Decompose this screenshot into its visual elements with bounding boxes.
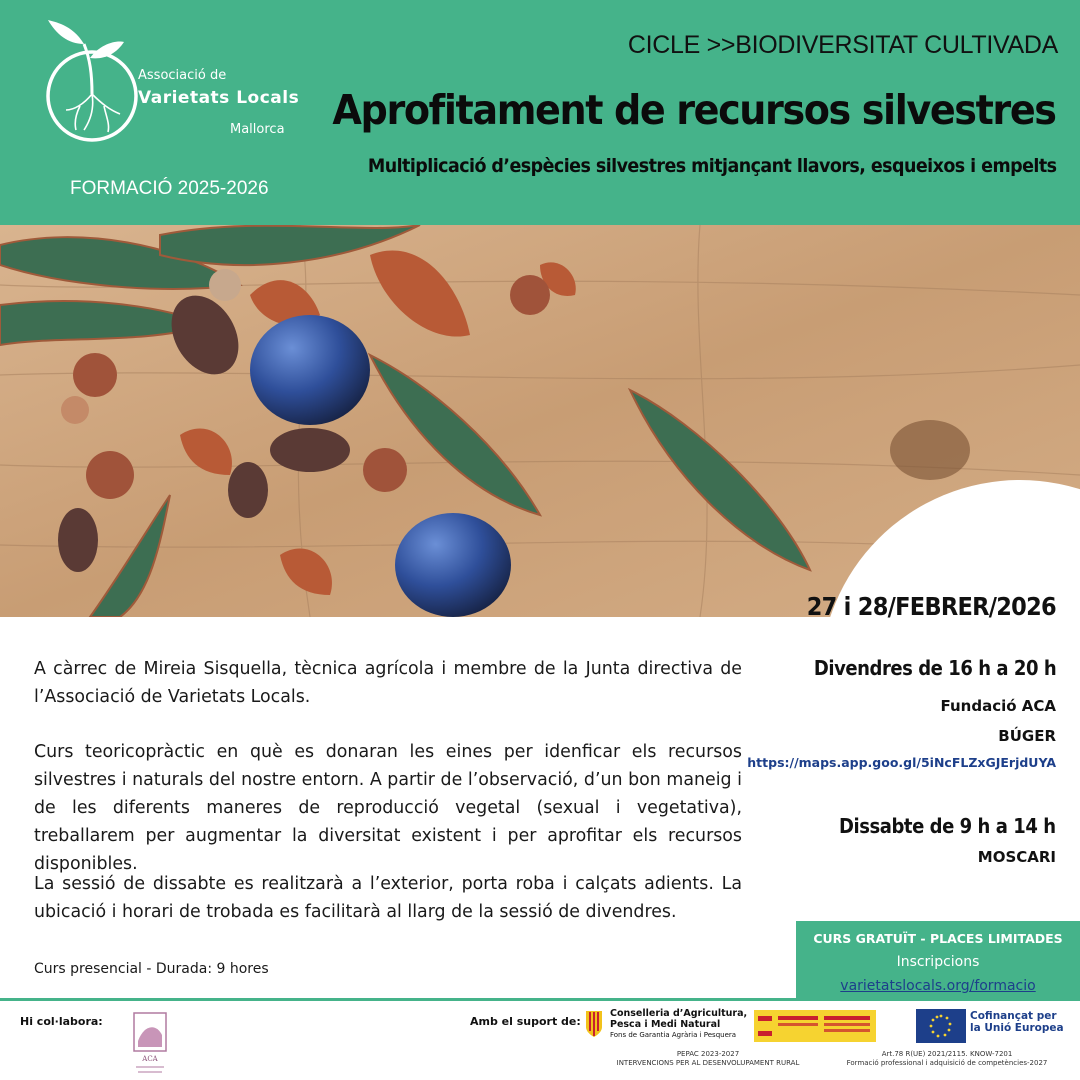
registration-label: Inscripcions (896, 954, 980, 970)
registration-box (796, 921, 1080, 1001)
venue-friday: Fundació ACA (940, 697, 1056, 715)
org-name-line1: Associació de (138, 68, 227, 83)
conselleria-name (610, 1008, 747, 1030)
regulation-line1: Art.78 R(UE) 2021/2115. KNOW-7201 (881, 1050, 1013, 1058)
conselleria-line1: Conselleria d’Agricultura, (610, 1008, 748, 1019)
pepac-line2: INTERVENCIONS PER AL DESENVOLUPAMENT RURAL (616, 1059, 800, 1067)
paragraph-notes: La sessió de dissabte es realitzarà a l’exterior, porta roba i calçats adients. La ubicació i horari de trobada es facilitarà al llarg de la sessió de divendres. (34, 874, 742, 922)
pepac-line1: PEPAC 2023-2027 (676, 1050, 740, 1058)
sprout-logo-icon (44, 14, 144, 144)
regulation-line2: Formació professional i adquisició de competències-2027 (846, 1059, 1048, 1067)
session-friday: Divendres de 16 h a 20 h (813, 656, 1056, 680)
collaborator-label: Hi col·labora: (20, 1015, 103, 1028)
registration-link[interactable]: varietatslocals.org/formacio (840, 978, 1036, 994)
spanish-government-logo (754, 1010, 876, 1042)
town-friday: BÚGER (998, 727, 1056, 745)
eu-line2: la Unió Europea (970, 1022, 1064, 1034)
session-saturday: Dissabte de 9 h a 14 h (839, 814, 1056, 838)
aca-logo-text: ACA (142, 1055, 158, 1063)
aca-foundation-logo-icon (130, 1011, 170, 1077)
conselleria-subtitle: Fons de Garantia Agrària i Pesquera (610, 1031, 737, 1039)
paragraph-instructor: A càrrec de Mireia Sisquella, tècnica agrícola i membre de la Junta directiva de l’Associació de Varietats Locals. (34, 659, 742, 707)
event-date: 27 i 28/FEBRER/2026 (806, 592, 1056, 621)
org-name-line2: Varietats Locals (138, 88, 300, 108)
page-subtitle: Multiplicació d’espècies silvestres mitjançant llavors, esqueixos i empelts (367, 155, 1056, 177)
cycle-label: CICLE >>BIODIVERSITAT CULTIVADA (627, 31, 1058, 59)
regulation-note (832, 1050, 1062, 1068)
course-duration: Curs presencial - Durada: 9 hores (34, 961, 269, 977)
free-course-label: CURS GRATUÏT - PLACES LIMITADES (813, 931, 1063, 946)
eu-cofunded-label (970, 1010, 1064, 1034)
pepac-note (608, 1050, 808, 1068)
spain-crest-icon (754, 1010, 876, 1042)
eu-flag-icon (916, 1009, 968, 1043)
conselleria-line2: Pesca i Medi Natural (610, 1019, 721, 1030)
formacio-label: FORMACIÓ 2025-2026 (70, 178, 269, 199)
support-label: Amb el suport de: (470, 1015, 581, 1028)
eu-line1: Cofinançat per (970, 1010, 1057, 1022)
hero-photo (0, 225, 1080, 617)
footer (0, 1001, 1080, 1080)
header-banner (0, 0, 1080, 225)
map-link[interactable]: https://maps.app.goo.gl/5iNcFLZxGJErjdUYA (747, 755, 1056, 770)
paragraph-description: Curs teoricopràctic en què es donaran les eines per idenficar els recursos silvestres i naturals del nostre entorn. A partir de l’observació, d’un bon maneig i de les diferents maneres de reproducció vegetal (sexual i vegetativa), treballarem per augmentar la diversitat existent i per aprofitar els recursos disponibles. (34, 742, 742, 874)
balearic-shield-icon (584, 1009, 604, 1039)
town-saturday: MOSCARI (977, 848, 1056, 866)
org-name-line3: Mallorca (230, 122, 285, 137)
page-title: Aprofitament de recursos silvestres (332, 86, 1056, 134)
